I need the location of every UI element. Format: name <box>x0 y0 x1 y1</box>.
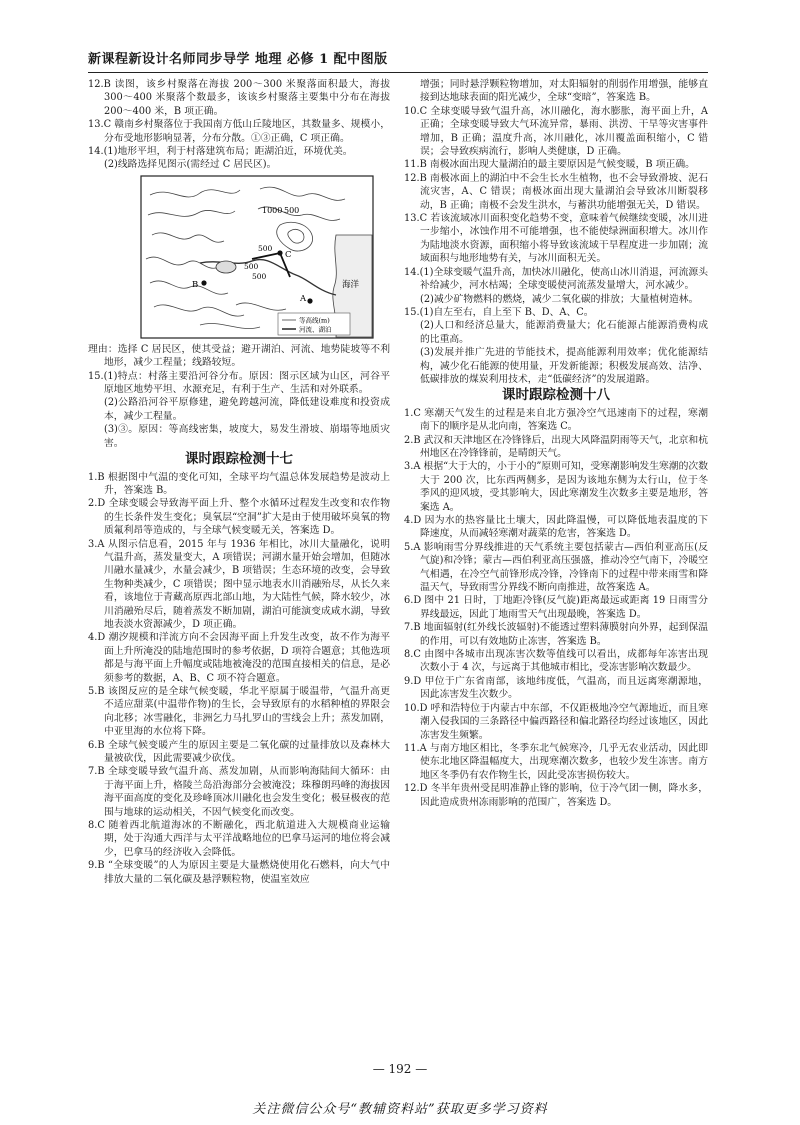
answer-item: 5.A 影响雨雪分界线推进的天气系统主要包括蒙古—西伯利亚高压(反气旋)和冷锋；蒙古—西伯利亚高压强盛，推动冷空气南下，冷暖空气相遇，在冷空气前锋形成冷锋，冷锋南下的过程中带来雨雪和降温天气，导致雨雪分界线不断向南推进，故答案选 A。 <box>404 541 708 594</box>
settlement-a-label: A <box>300 293 307 304</box>
settlement-b-dot <box>201 280 206 285</box>
answer-item: 12.B 读图，该乡村聚落在海拔 200～300 米聚落面积最大，海拔 300～400 米聚落个数最多，该该乡村聚落主要集中分布在海拔 200～400 米，B 项正确。 <box>88 79 390 117</box>
answer-item: 理由：选择 C 居民区，使其受益；避开湖泊、河流、地势陡坡等不利地形，减少工程量；线路较短。 <box>88 343 390 369</box>
answer-continuation: 增强；同时悬浮颗粒物增加，对太阳辐射的削弱作用增强，能够直接到达地球表面的阳光减少，全球“变暗”，答案选 B。 <box>420 79 708 104</box>
section-title-18: 课时跟踪检测十八 <box>502 387 610 404</box>
section-title-17: 课时跟踪检测十七 <box>185 451 293 468</box>
answer-item: 14.(1)地形平坦，利于村落建筑布局；距湖泊近，环境优美。 <box>88 146 353 158</box>
answer-item: 12.D 冬半年贵州受昆明准静止锋的影响，位于冷气团一侧，降水多，因此造成贵州冻雨影响的范围广，答案选 D。 <box>404 783 708 808</box>
answer-item: 8.C 随着西北航道海冰的不断融化，西北航道进入大规模商业运输期，处于沟通大西洋与太平洋战略地位的巴拿马运河的地位将会减少，巴拿马的经济收入会降低。 <box>88 820 390 858</box>
route-map-svg <box>140 175 374 339</box>
answer-item: 15.(1)自左至右，自上至下 B、D、A、C。 <box>404 306 594 318</box>
right-column <box>404 78 708 809</box>
sea-label: 海洋 <box>342 279 360 290</box>
left-column <box>88 78 390 886</box>
answer-item: 13.C 赣南乡村聚落位于我国南方低山丘陵地区，其数量多、规模小，分布受地形影响显著，分布分散。①③正确，C 项正确。 <box>88 119 390 144</box>
answer-item: 7.B 全球变暖导致气温升高、蒸发加剧，从而影响海陆间大循环：由于海平面上升，格陵兰岛沿海部分会被淹没；珠穆朗玛峰的海拔因海平面高度的变化及珍峰顶冰川融化也会发生变化；极昼极夜的范围与地球的运动相关，不因气候变化而改变。 <box>88 766 390 818</box>
answer-item: 8.C 由图中各城市出现冻害次数等值线可以看出，成都每年冻害出现次数小于 4 次，与远离于其他城市相比，受冻害影响次数最少。 <box>404 649 708 674</box>
footer-note: 关注微信公众号“教辅资料站”获取更多学习资料 <box>252 1102 548 1117</box>
elevation-label: 500 <box>244 261 259 271</box>
answer-item: 6.B 全球气候变暖产生的原因主要是二氧化碳的过量排放以及森林大量被砍伐，因此需要减少砍伐。 <box>88 739 390 765</box>
answer-item: 13.C 若该流域冰川面积变化趋势不变，意味着气候继续变暖，冰川进一步缩小，冰蚀作用不可能增强，也不能使绿洲面积增大。冰川作为陆地淡水资源，面积缩小将导致该流域干旱程度进一步加剧；流域面积与地形地势有关，与冰川面积无关。 <box>404 213 708 265</box>
answer-item: 7.B 地面辐射(红外线长波辐射)不能透过塑料薄膜射向外界，起到保温的作用，可以有效地防止冻害，答案选 B。 <box>404 622 708 647</box>
answer-item: 4.D 因为水的热容量比土壤大，因此降温慢，可以降低地表温度的下降速度，从而减轻寒潮对蔬菜的危害，答案选 D。 <box>404 515 708 540</box>
answer-item: 6.D 图中 21 日时，丁地距冷锋(反气旋)距离最远或距离 19 日雨雪分界线最远，因此丁地雨雪天气出现最晚，答案选 D。 <box>404 595 708 620</box>
answer-item: 1.C 寒潮天气发生的过程是来自北方强冷空气迅速南下的过程，寒潮南下的顺序是从北向南，答案选 C。 <box>404 407 708 433</box>
answer-item: 11.A 与南方地区相比，冬季东北气候寒冷，几乎无农业活动，因此即使东北地区降温幅度大，出现寒潮次数多，也较少发生冻害。南方地区冬季仍有农作物生长，因此受冻害损伤较大。 <box>404 742 708 781</box>
page-number: — 192 — <box>372 1062 428 1076</box>
answer-item: 10.D 呼和浩特位于内蒙古中东部，不仅距极地冷空气源地近，而且寒潮入侵我国的三条路径中偏西路径和偏北路径均经过该地区，因此冻害发生频繁。 <box>404 702 708 741</box>
elevation-label: 500 <box>252 271 267 281</box>
legend-contour-label: 等高线(m) <box>299 316 330 325</box>
answer-item: 2.B 武汉和天津地区在冷锋锋后，出现大风降温阴雨等天气，北京和杭州地区在冷锋锋前，是晴朗天气。 <box>404 434 708 459</box>
elevation-label: 500 <box>284 205 300 215</box>
settlement-c-dot <box>277 250 282 255</box>
answer-subitem: (2)公路沿河谷平原修建，避免跨越河流，降低建设难度和投资成本，减少工程量。 <box>104 397 390 422</box>
answer-subitem: (2)线路选择见图示(需经过 C 居民区)。 <box>104 159 277 171</box>
answer-item: 3.A 根据“大于大的，小于小的”原则可知，受寒潮影响发生寒潮的次数大于 200 次，比东西两侧多，是因为该地东侧为太行山，位于冬季风的迎风坡，受其影响大，因此寒潮发生次数多主要是地形，答案选 A。 <box>404 461 708 513</box>
elevation-label: 1000 <box>262 205 283 215</box>
answer-item: 14.(1)全球变暖气温升高，加快冰川融化，使高山冰川消退，河流源头补给减少，河水枯竭；全球变暖使河流蒸发量增大，河水减少。 <box>404 266 708 292</box>
answer-item: 11.B 南极冰面出现大量湖泊的最主要原因是气候变暖，B 项正确。 <box>404 159 695 171</box>
answer-item: 4.D 潮汐规模和洋流方向不会因海平面上升发生改变，故不作为海平面上升所淹没的陆地范围时的参考依据，D 项符合题意；其他选项都是与海平面上升幅度或陆地被淹没的范围直接相关的信息，是必须参考的数据，A、B、C 项不符合题意。 <box>88 632 390 684</box>
route-map-figure <box>140 175 374 339</box>
answer-subitem: (2)减少矿物燃料的燃烧，减少二氧化碳的排放；大量植树造林。 <box>420 293 699 305</box>
settlement-a-dot <box>307 298 312 303</box>
answer-item: 9.D 甲位于广东省南部，该地纬度低，气温高，而且远离寒潮源地，因此冻害发生次数少。 <box>404 675 708 701</box>
legend-river-label: 河流、湖泊 <box>299 325 332 334</box>
answer-item: 12.B 南极冰面上的湖泊中不会生长水生植物，也不会导致滑坡、泥石流灾害，A、C 错误；南极冰面出现大量湖泊会导致冰川断裂移动，B 正确；南极不会发生洪水，与蓄洪功能增强无关，D 错误。 <box>404 172 708 211</box>
page-header: 新课程新设计名师同步导学 地理 必修 1 配中图版 <box>88 52 388 67</box>
answer-item: 10.C 全球变暖导致气温升高，冰川融化，海水膨胀，海平面上升，A 正确；全球变暖导致大气环流异常，暴雨、洪涝、干旱等灾害事件增加，B 正确；温度升高，冰川融化，冰川覆盖面积缩小，C 错误；会导致疾病流行，影响人类健康，D 正确。 <box>404 105 708 158</box>
elevation-label: 500 <box>258 243 273 253</box>
answer-item: 1.B 根据图中气温的变化可知，全球平均气温总体发展趋势是波动上升，答案选 B。 <box>88 471 390 496</box>
answer-item: 5.B 该图反应的是全球气候变暖，华北平原属于暖温带，气温升高更不适应甜菜(中温带作物)的生长，会导致原有的水稻种植的界限会向北移；冰雪融化，非洲乞力马扎罗山的雪线会上升；蒸发加剧，中亚里海的水位将下降。 <box>88 686 390 738</box>
settlement-b-label: B <box>192 279 199 290</box>
answer-subitem: (3)③。原因：等高线密集，坡度大，易发生滑坡、崩塌等地质灾害。 <box>104 424 390 449</box>
answer-item: 15.(1)特点：村落主要沿河谷分布。原因：图示区域为山区，河谷平原地区地势平坦、水源充足，有利于生产、生活和对外联系。 <box>88 370 390 396</box>
answer-subitem: (3)发展并推广先进的节能技术，提高能源利用效率；优化能源结构，减少化石能源的使用量，开发新能源；积极发展高效、洁净、低碳排放的煤炭利用技术，走“低碳经济”的发展道路。 <box>420 347 708 385</box>
lake-shape <box>216 261 236 273</box>
answer-item: 3.A 从图示信息看，2015 年与 1936 年相比，冰川大量融化，说明气温升高，蒸发量变大，A 项错误；河湖水量开始会增加，但随冰川融水量减少，水量会减少，B 项错误；生态环境的改变，会导致生物种类减少，C 项错误；图中显示地表水川消融殆尽，从长久来看，该地位于青藏高原西北部山地，为大陆性气候，降水较少，冰川消融殆尽后，随着蒸发不断加剧，湖泊可能演变成咸水湖，导致地表淡水资源减少，D 项正确。 <box>88 538 390 630</box>
answer-item: 9.B “全球变暖”的人为原因主要是大量燃烧使用化石燃料，向大气中排放大量的二氧化碳及悬浮颗粒物，使温室效应 <box>88 860 390 885</box>
answer-item: 2.D 全球变暖会导致海平面上升、整个水循环过程发生改变和农作物的生长条件发生变化；臭氧层“空洞”扩大是由于使用破坏臭氧的物质氟利昂等造成的，与全球气候变暖无关，答案选 D。 <box>88 498 390 537</box>
header-divider <box>88 72 708 73</box>
settlement-c-label: C <box>285 249 292 260</box>
answer-subitem: (2)人口和经济总量大，能源消费量大；化石能源占能源消费构成的比重高。 <box>420 320 708 345</box>
